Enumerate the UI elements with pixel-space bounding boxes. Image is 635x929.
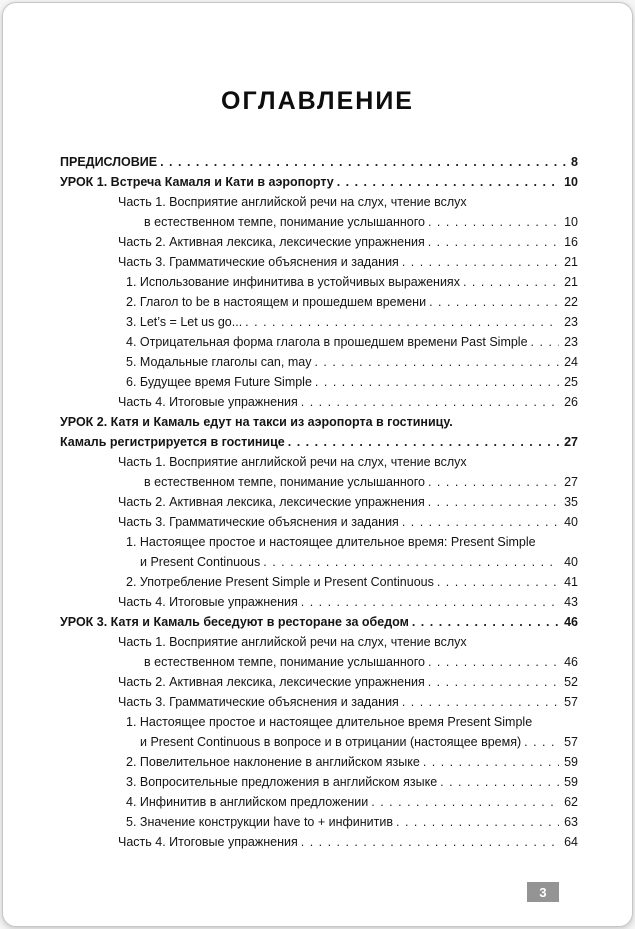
- toc-entry: [60, 832, 578, 852]
- toc-list: [60, 152, 578, 852]
- toc-entry: [60, 712, 578, 752]
- dot-leader: [160, 152, 566, 172]
- toc-entry-text: 2. Употребление Present Simple и Present Continuous: [126, 575, 434, 589]
- toc-entry-text: в естественном темпе, понимание услышанного: [144, 655, 425, 669]
- dot-leader: [428, 232, 559, 252]
- toc-entry-text: 1. Использование инфинитива в устойчивых выражениях: [126, 275, 460, 289]
- toc-entry-page-number: 22: [564, 295, 578, 309]
- dot-leader: [463, 272, 559, 292]
- toc-line: [118, 252, 578, 272]
- toc-entry-page-number: 10: [564, 215, 578, 229]
- dot-leader: [337, 172, 559, 192]
- toc-line: [118, 392, 578, 412]
- toc-entry-text: Часть 4. Итоговые упражнения: [118, 835, 298, 849]
- dot-leader: [402, 512, 559, 532]
- toc-entry: [60, 232, 578, 252]
- toc-entry-page-number: 23: [564, 335, 578, 349]
- toc-entry-text: Часть 4. Итоговые упражнения: [118, 395, 298, 409]
- toc-entry: [60, 352, 578, 372]
- toc-entry-text: ПРЕДИСЛОВИЕ: [60, 155, 158, 169]
- toc-line: [126, 532, 578, 552]
- toc-entry: [60, 752, 578, 772]
- toc-entry: [60, 512, 578, 532]
- toc-entry-text: и Present Continuous в вопросе и в отрицании (настоящее время): [140, 735, 522, 749]
- toc-entry-text: 3. Вопросительные предложения в английском языке: [126, 775, 438, 789]
- toc-entry-page-number: 35: [564, 495, 578, 509]
- toc-entry-page-number: 63: [564, 815, 578, 829]
- toc-line: [126, 272, 578, 292]
- dot-leader: [440, 772, 559, 792]
- toc-entry: [60, 292, 578, 312]
- toc-line: [60, 172, 578, 192]
- toc-entry-page-number: 59: [564, 775, 578, 789]
- toc-entry: [60, 572, 578, 592]
- toc-entry-text: Часть 2. Активная лексика, лексические упражнения: [118, 235, 425, 249]
- toc-entry: [60, 152, 578, 172]
- toc-entry-text: 2. Повелительное наклонение в английском языке: [126, 755, 420, 769]
- toc-entry: [60, 392, 578, 412]
- toc-line: [144, 212, 578, 232]
- toc-entry: [60, 672, 578, 692]
- toc-entry: [60, 192, 578, 232]
- toc-line: [126, 312, 578, 332]
- toc-entry-text: Часть 1. Восприятие английской речи на слух, чтение вслух: [118, 455, 467, 469]
- book-page: [2, 2, 633, 927]
- toc-entry-page-number: 57: [564, 695, 578, 709]
- toc-line: [60, 152, 578, 172]
- dot-leader: [288, 432, 559, 452]
- toc-entry-page-number: 8: [571, 155, 578, 169]
- toc-line: [118, 512, 578, 532]
- dot-leader: [402, 252, 559, 272]
- toc-entry-page-number: 57: [564, 735, 578, 749]
- toc-entry-text: Часть 2. Активная лексика, лексические упражнения: [118, 675, 425, 689]
- toc-entry-text: 5. Значение конструкции have to + инфинитив: [126, 815, 394, 829]
- dot-leader: [428, 672, 559, 692]
- toc-entry-page-number: 52: [564, 675, 578, 689]
- toc-entry-page-number: 27: [564, 435, 578, 449]
- toc-entry: [60, 372, 578, 392]
- toc-line: [126, 752, 578, 772]
- dot-leader: [396, 812, 559, 832]
- toc-entry-text: Камаль регистрируется в гостинице: [60, 435, 285, 449]
- toc-entry-text: Часть 4. Итоговые упражнения: [118, 595, 298, 609]
- dot-leader: [301, 832, 559, 852]
- toc-line: [118, 192, 578, 212]
- toc-entry-page-number: 59: [564, 755, 578, 769]
- dot-leader: [245, 312, 559, 332]
- toc-line: [126, 352, 578, 372]
- toc-entry-text: 4. Отрицательная форма глагола в прошедшем времени Past Simple: [126, 335, 528, 349]
- page-title: ОГЛАВЛЕНИЕ: [221, 87, 414, 115]
- toc-line: [118, 832, 578, 852]
- toc-line: [144, 472, 578, 492]
- toc-entry-text: 1. Настоящее простое и настоящее длительное время Present Simple: [126, 715, 533, 729]
- toc-line: [140, 732, 578, 752]
- toc-line: [118, 232, 578, 252]
- toc-entry-page-number: 23: [564, 315, 578, 329]
- toc-entry: [60, 792, 578, 812]
- toc-entry: [60, 172, 578, 192]
- toc-line: [126, 292, 578, 312]
- toc-entry: [60, 612, 578, 632]
- toc-entry: [60, 632, 578, 672]
- toc-entry-text: и Present Continuous: [140, 555, 261, 569]
- toc-entry: [60, 592, 578, 612]
- toc-entry: [60, 772, 578, 792]
- toc-line: [126, 332, 578, 352]
- toc-entry: [60, 452, 578, 492]
- toc-entry: [60, 412, 578, 452]
- toc-entry-page-number: 62: [564, 795, 578, 809]
- toc-entry-page-number: 40: [564, 515, 578, 529]
- toc-entry-page-number: 64: [564, 835, 578, 849]
- dot-leader: [428, 492, 559, 512]
- toc-entry-text: 5. Модальные глаголы can, may: [126, 355, 312, 369]
- toc-entry-page-number: 21: [564, 255, 578, 269]
- toc-line: [118, 672, 578, 692]
- toc-entry-text: 2. Глагол to be в настоящем и прошедшем времени: [126, 295, 427, 309]
- toc-entry-text: 4. Инфинитив в английском предложении: [126, 795, 369, 809]
- toc-entry-text: Часть 1. Восприятие английской речи на слух, чтение вслух: [118, 635, 467, 649]
- dot-leader: [428, 472, 559, 492]
- toc-entry-text: 1. Настоящее простое и настоящее длительное время: Present Simple: [126, 535, 536, 549]
- dot-leader: [524, 732, 559, 752]
- toc-entry-text: УРОК 3. Катя и Камаль беседуют в ресторане за обедом: [60, 615, 409, 629]
- toc-entry-page-number: 16: [564, 235, 578, 249]
- toc-line: [60, 432, 578, 452]
- toc-entry-text: Часть 2. Активная лексика, лексические упражнения: [118, 495, 425, 509]
- toc-entry: [60, 252, 578, 272]
- dot-leader: [371, 792, 559, 812]
- toc-entry: [60, 812, 578, 832]
- toc-entry: [60, 312, 578, 332]
- toc-entry-text: Часть 3. Грамматические объяснения и задания: [118, 255, 399, 269]
- footer-page-number: 3: [527, 882, 559, 902]
- toc-entry-page-number: 40: [564, 555, 578, 569]
- dot-leader: [263, 552, 559, 572]
- toc-entry-text: Часть 3. Грамматические объяснения и задания: [118, 515, 399, 529]
- dot-leader: [428, 652, 559, 672]
- toc-line: [126, 572, 578, 592]
- dot-leader: [437, 572, 559, 592]
- toc-entry-page-number: 27: [564, 475, 578, 489]
- toc-entry-text: УРОК 2. Катя и Камаль едут на такси из аэропорта в гостиницу.: [60, 415, 453, 429]
- toc-line: [60, 412, 578, 432]
- toc-entry-text: 3. Let’s = Let us go...: [126, 315, 243, 329]
- toc-entry-text: УРОК 1. Встреча Камаля и Кати в аэропорту: [60, 175, 334, 189]
- toc-entry: [60, 332, 578, 352]
- dot-leader: [428, 212, 559, 232]
- toc-entry-page-number: 43: [564, 595, 578, 609]
- toc-entry-page-number: 25: [564, 375, 578, 389]
- dot-leader: [315, 372, 559, 392]
- toc-entry-page-number: 46: [564, 615, 578, 629]
- toc-entry: [60, 532, 578, 572]
- toc-line: [144, 652, 578, 672]
- toc-entry-page-number: 21: [564, 275, 578, 289]
- toc-line: [118, 452, 578, 472]
- toc-line: [126, 792, 578, 812]
- dot-leader: [402, 692, 559, 712]
- dot-leader: [429, 292, 559, 312]
- toc-line: [126, 772, 578, 792]
- toc-entry-text: в естественном темпе, понимание услышанного: [144, 475, 425, 489]
- dot-leader: [301, 392, 559, 412]
- dot-leader: [531, 332, 560, 352]
- toc-line: [118, 692, 578, 712]
- toc-entry-text: 6. Будущее время Future Simple: [126, 375, 312, 389]
- toc-line: [118, 592, 578, 612]
- toc-entry-text: Часть 3. Грамматические объяснения и задания: [118, 695, 399, 709]
- toc-entry-page-number: 24: [564, 355, 578, 369]
- toc-line: [140, 552, 578, 572]
- toc-entry: [60, 692, 578, 712]
- dot-leader: [423, 752, 559, 772]
- toc-line: [126, 712, 578, 732]
- toc-entry-page-number: 26: [564, 395, 578, 409]
- toc-entry-page-number: 41: [564, 575, 578, 589]
- toc-entry: [60, 492, 578, 512]
- toc-entry: [60, 272, 578, 292]
- toc-entry-page-number: 46: [564, 655, 578, 669]
- toc-line: [118, 632, 578, 652]
- toc-entry-page-number: 10: [564, 175, 578, 189]
- toc-entry-text: в естественном темпе, понимание услышанного: [144, 215, 425, 229]
- dot-leader: [412, 612, 559, 632]
- toc-line: [60, 612, 578, 632]
- dot-leader: [301, 592, 559, 612]
- toc-line: [126, 372, 578, 392]
- toc-line: [126, 812, 578, 832]
- dot-leader: [314, 352, 559, 372]
- toc-line: [118, 492, 578, 512]
- toc-entry-text: Часть 1. Восприятие английской речи на слух, чтение вслух: [118, 195, 467, 209]
